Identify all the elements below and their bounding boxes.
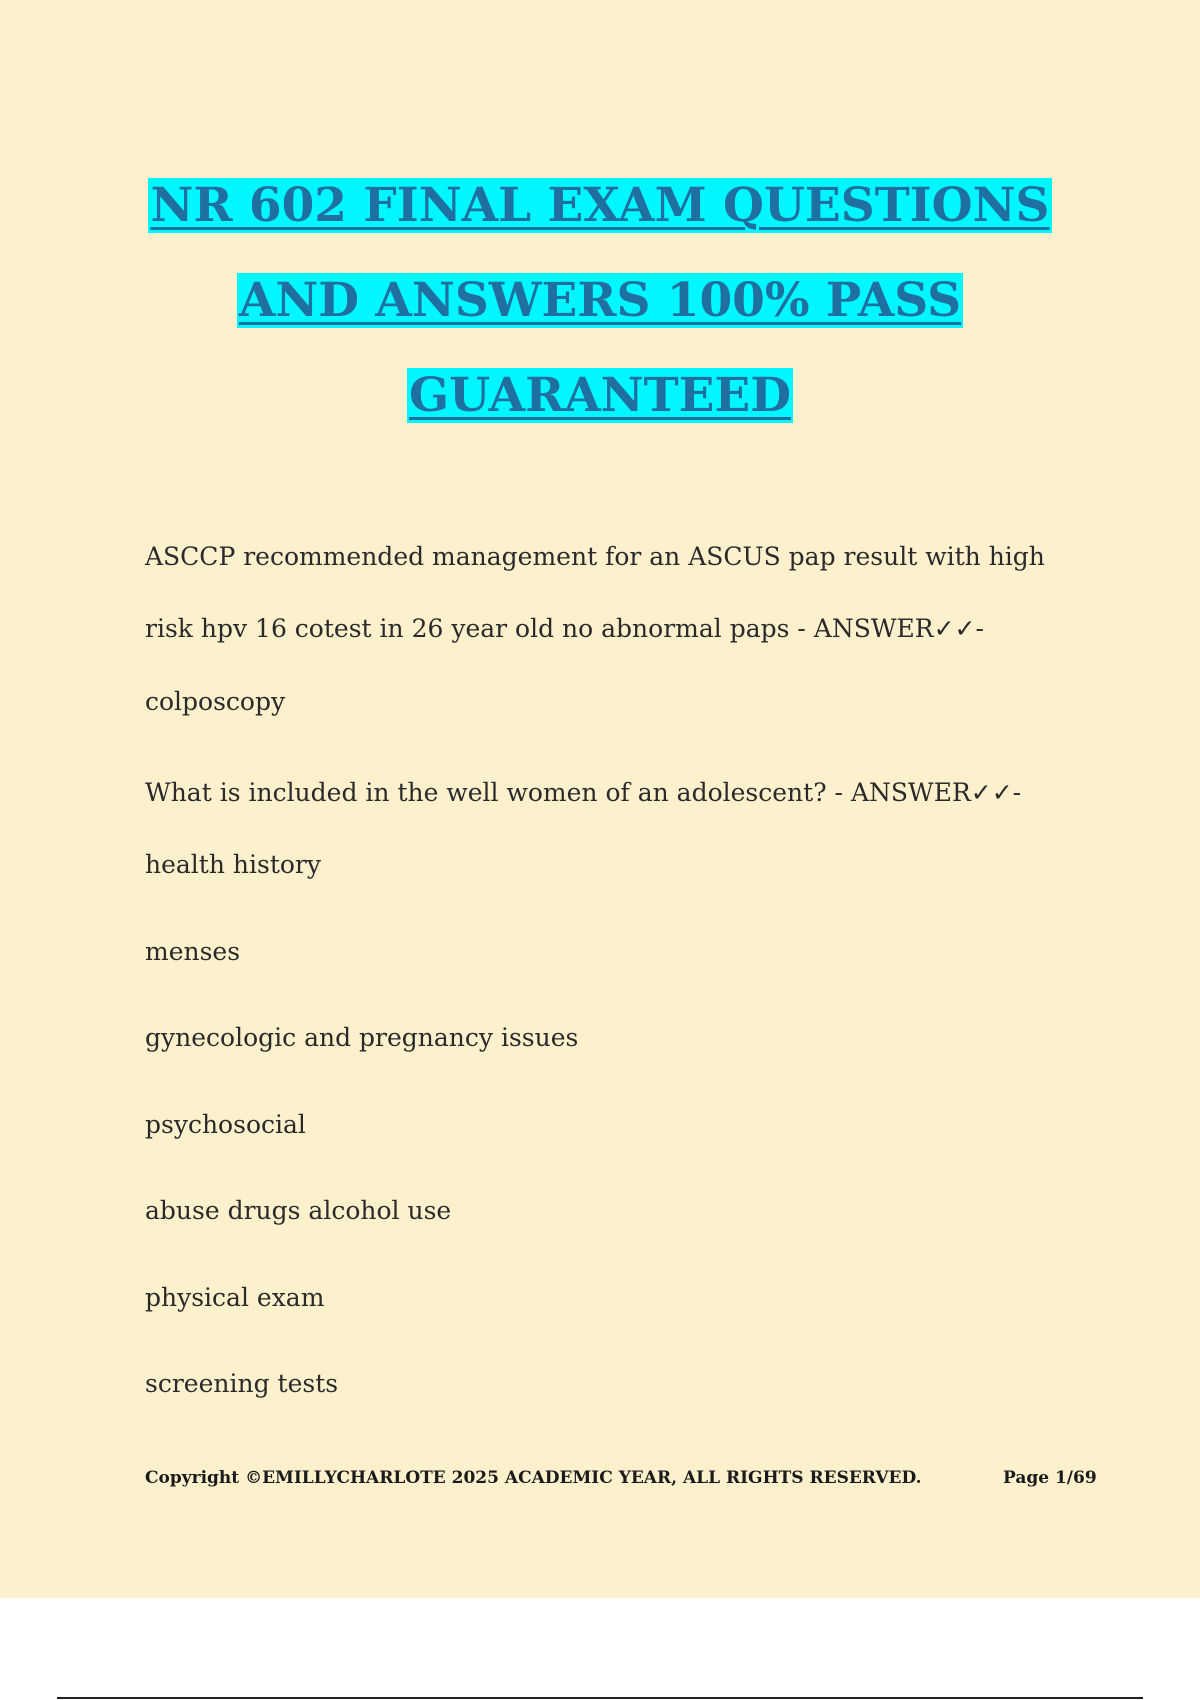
title-line-2: AND ANSWERS 100% PASS [238,273,962,328]
title-line-1: NR 602 FINAL EXAM QUESTIONS [150,178,1050,233]
answer-2-item-health-history: health history [145,850,321,879]
answer-2-item-gynecologic: gynecologic and pregnancy issues [145,1023,579,1052]
document-title [0,158,1200,443]
question-1-line-2: risk hpv 16 cotest in 26 year old no abnormal paps - ANSWER✓✓- [145,614,984,643]
question-1-line-1: ASCCP recommended management for an ASCUS pap result with high [145,542,1045,571]
answer-2-item-psychosocial: psychosocial [145,1110,306,1139]
footer-page-number: Page 1/69 [1003,1468,1097,1488]
answer-2-item-screening-tests: screening tests [145,1369,339,1398]
answer-2-item-menses: menses [145,937,241,966]
footer-copyright: Copyright ©EMILLYCHARLOTE 2025 ACADEMIC YEAR, ALL RIGHTS RESERVED. [145,1468,922,1488]
answer-2-item-physical-exam: physical exam [145,1283,325,1312]
title-line-3: GUARANTEED [408,368,791,423]
answer-2-item-abuse: abuse drugs alcohol use [145,1196,452,1225]
bottom-divider [57,1697,1143,1699]
question-2-line-1: What is included in the well women of an adolescent? - ANSWER✓✓- [145,778,1022,807]
answer-1: colposcopy [145,687,286,716]
